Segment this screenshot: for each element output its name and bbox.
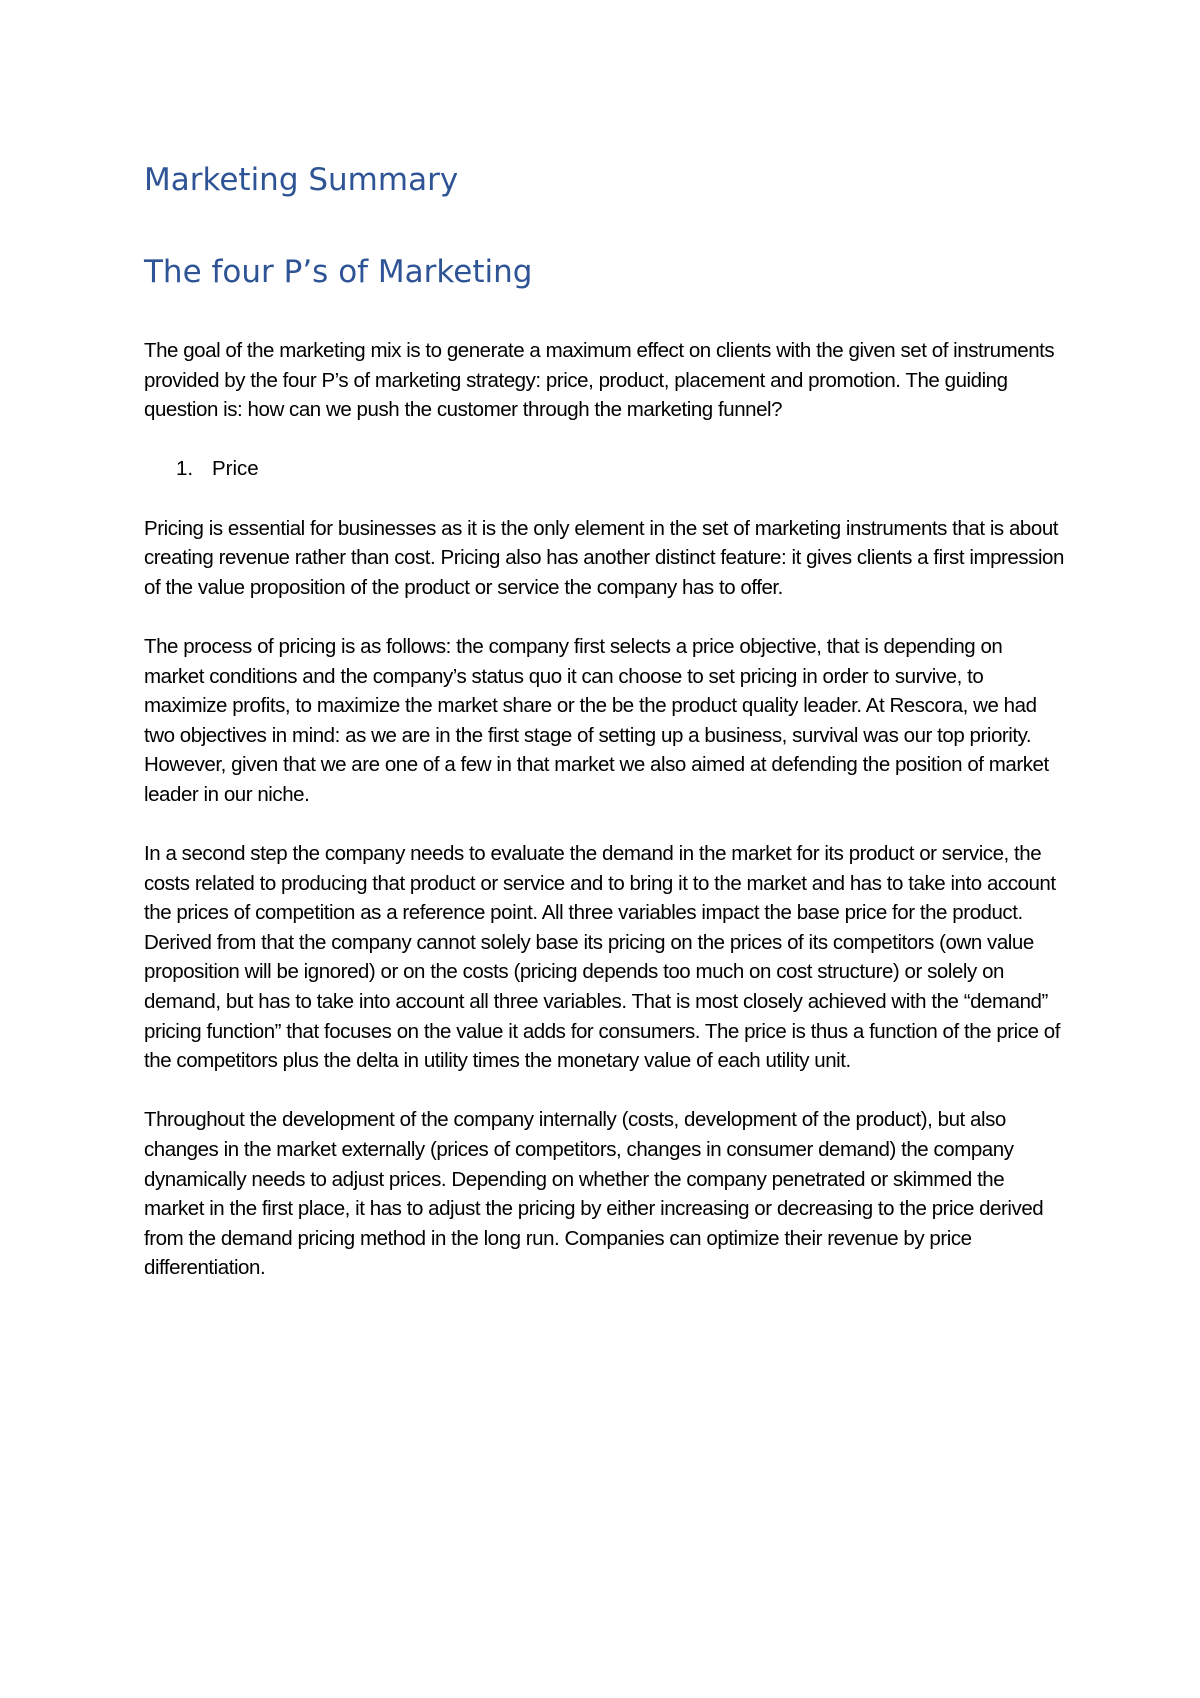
document-body [144,160,1064,1313]
numbered-list [144,454,1064,484]
section-heading: The four P’s of Marketing [144,254,533,290]
list-item-price [144,454,1064,484]
intro-paragraph: The goal of the marketing mix is to generate a maximum effect on clients with the given set of instruments provided by the four P’s of marketing strategy: price, product, placement and promotion. The guiding question is: how can we push the customer through the marketing funnel? [144,339,1055,422]
list-item-number: 1. [176,457,194,481]
body-paragraph: Throughout the development of the company internally (costs, development of the product), but also changes in the market externally (prices of competitors, changes in consumer demand) the company dynamically needs to adjust prices. Depending on whether the company penetrated or skimmed the market in the first place, it has to adjust the pricing by either increasing or decreasing to the price derived from the demand pricing method in the long run. Companies can optimize their revenue by price differentiation. [144,1108,1044,1280]
body-paragraph: In a second step the company needs to evaluate the demand in the market for its product or service, the costs related to producing that product or service and to bring it to the market and has to take into account the prices of competition as a reference point. All three variables impact the base price for the product. Derived from that the company cannot solely base its pricing on the prices of its competitors (own value proposition will be ignored) or on the costs (pricing depends too much on cost structure) or solely on demand, but has to take into account all three variables. That is most closely achieved with the “demand” pricing function” that focuses on the value it adds for consumers. The price is thus a function of the price of the competitors plus the delta in utility times the monetary value of each utility unit. [144,842,1060,1073]
list-item-label: Price [212,457,259,481]
body-paragraph: The process of pricing is as follows: the company first selects a price objective, that is depending on market conditions and the company’s status quo it can choose to set pricing in order to survive, to maximize profits, to maximize the market share or the be the product quality leader. At Rescora, we had two objectives in mind: as we are in the first stage of setting up a business, survival was our top priority. However, given that we are one of a few in that market we also aimed at defending the position of market leader in our niche. [144,634,1049,806]
body-paragraph: Pricing is essential for businesses as it is the only element in the set of marketing instruments that is about creating revenue rather than cost. Pricing also has another distinct feature: it gives clients a first impression of the value proposition of the product or service the company has to offer. [144,516,1064,599]
document-title: Marketing Summary [144,162,459,198]
